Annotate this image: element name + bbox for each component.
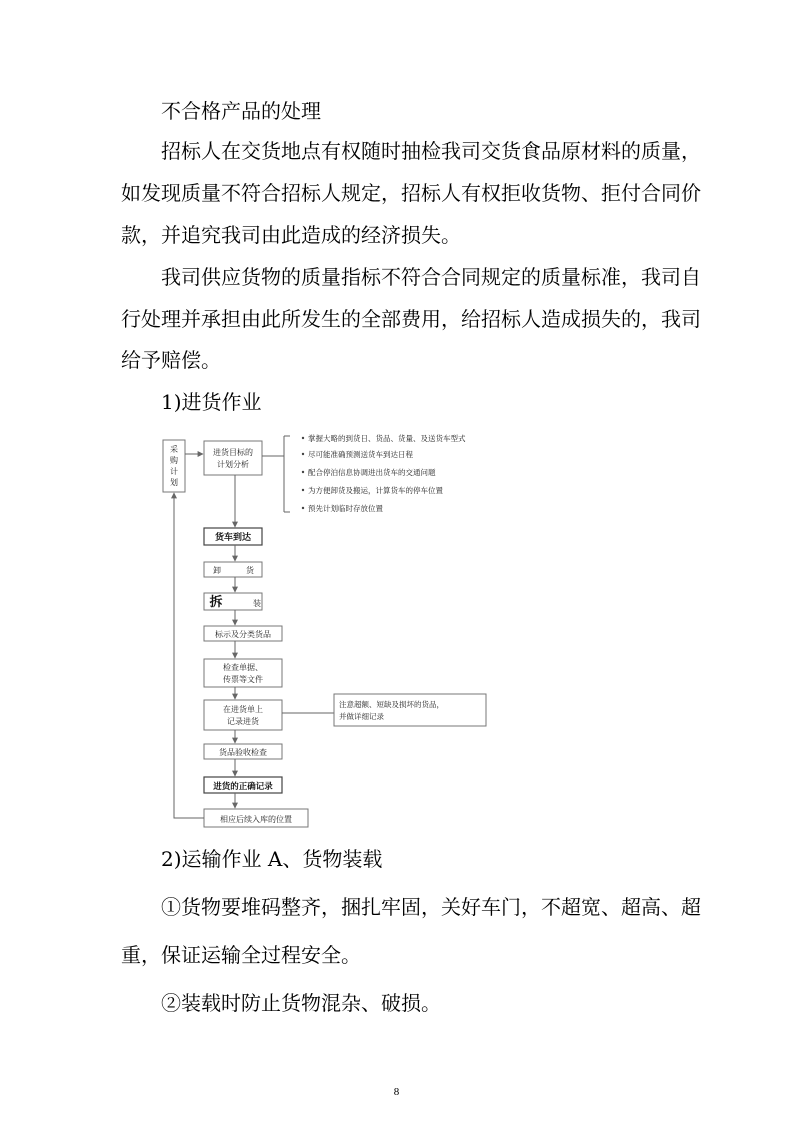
plan-analysis-box xyxy=(204,441,262,475)
unload-label-b: 货 xyxy=(246,566,254,575)
feedback-arrow xyxy=(174,493,204,818)
bullet-text-1: 掌握大略的到货日、货品、货量、及送货车型式 xyxy=(308,434,466,443)
note-box xyxy=(334,694,486,726)
store-location-label: 相应后续入库的位置 xyxy=(220,815,292,824)
plan-box-line-2: 计划分析 xyxy=(217,460,249,469)
bullet-dot xyxy=(302,489,304,491)
truck-arrive-label: 货车到达 xyxy=(214,533,252,543)
side-box-char: 购 xyxy=(170,456,178,465)
plan-box-line-1: 进货目标的 xyxy=(213,448,253,457)
note-line-2: 并做详细记录 xyxy=(339,712,384,721)
receiving-flowchart xyxy=(160,432,498,830)
check-docs-line-1: 检查单据、 xyxy=(223,663,263,672)
bullet-dot xyxy=(302,507,304,509)
note-line-1: 注意超额、短缺及损坏的货品， xyxy=(339,700,444,709)
paragraph-2-line-1: 我司供应货物的质量指标不符合合同规定的质量标准，我司自 xyxy=(161,265,701,289)
section-2-title: 2)运输作业 A、货物装载 xyxy=(161,847,383,871)
section-1-title: 1)进货作业 xyxy=(161,390,262,414)
record-line-1: 在进货单上 xyxy=(223,705,263,714)
unpack-label-a: 拆 xyxy=(209,595,223,610)
paragraph-1-line-1: 招标人在交货地点有权随时抽检我司交货食品原材料的质量， xyxy=(161,139,701,163)
side-box-char: 划 xyxy=(170,478,178,487)
correct-record-label: 进货的正确记录 xyxy=(213,782,273,792)
page-number: 8 xyxy=(393,1086,400,1098)
bullet-text-3: 配合停泊信息协调进出货车的交通问题 xyxy=(308,468,436,477)
inspect-label: 货品验收检查 xyxy=(219,748,267,757)
item-1-line-2: 重，保证运输全过程安全。 xyxy=(121,943,361,967)
bullet-text-4: 为方便卸货及搬运，计算货车的停车位置 xyxy=(308,486,443,495)
unload-label-a: 卸 xyxy=(213,566,221,575)
bullet-dot xyxy=(302,471,304,473)
bullet-dot xyxy=(302,453,304,455)
classify-label: 标示及分类货品 xyxy=(215,630,271,639)
paragraph-1-line-3: 款，并追究我司由此造成的经济损失。 xyxy=(121,223,461,247)
bullet-dot xyxy=(302,437,304,439)
unpack-label-b: 装 xyxy=(253,599,261,608)
item-2: ②装载时防止货物混杂、破损。 xyxy=(161,991,441,1015)
section-heading: 不合格产品的处理 xyxy=(161,99,321,123)
paragraph-1-line-2: 如发现质量不符合招标人规定，招标人有权拒收货物、拒付合同价 xyxy=(121,181,701,205)
record-line-2: 记录进货 xyxy=(227,717,259,726)
paragraph-2-line-3: 给予赔偿。 xyxy=(121,348,221,372)
paragraph-2-line-2: 行处理并承担由此所发生的全部费用，给招标人造成损失的，我司 xyxy=(121,307,701,331)
side-box-char: 采 xyxy=(170,445,178,454)
item-1-line-1: ①货物要堆码整齐，捆扎牢固，关好车门，不超宽、超高、超 xyxy=(161,895,701,919)
bullet-text-2: 尽可能准确预测送货车到达日程 xyxy=(308,450,413,459)
bullet-text-5: 预先计划临时存放位置 xyxy=(308,504,383,513)
check-docs-line-2: 传票等文件 xyxy=(223,675,263,684)
side-box-char: 计 xyxy=(170,467,178,476)
